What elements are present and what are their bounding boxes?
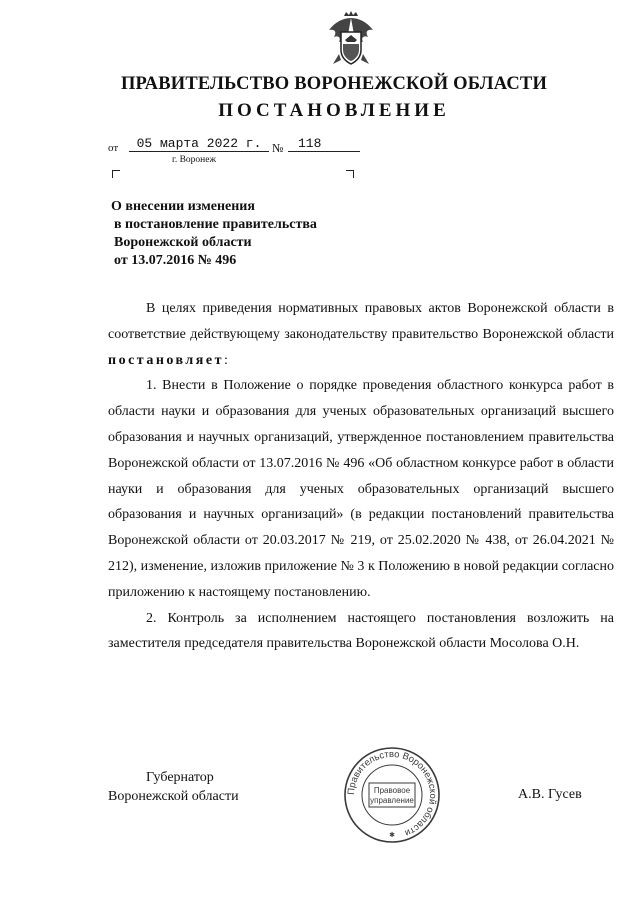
document-number: 118 bbox=[288, 136, 360, 152]
stamp-center-line2: управление bbox=[370, 796, 414, 805]
document-subject bbox=[111, 198, 317, 270]
preamble-end: : bbox=[223, 352, 228, 368]
signatory-position bbox=[108, 768, 239, 806]
paragraph-preamble bbox=[108, 296, 614, 373]
subject-line: от 13.07.2016 № 496 bbox=[114, 253, 237, 268]
date-number-line bbox=[108, 136, 368, 156]
subject-line: в постановление правительства bbox=[114, 217, 317, 232]
document-body bbox=[108, 296, 614, 657]
coat-of-arms-icon bbox=[325, 10, 377, 68]
position-line: Губернатор bbox=[146, 770, 214, 785]
subject-line: Воронежской области bbox=[114, 235, 252, 250]
organization-name: ПРАВИТЕЛЬСТВО ВОРОНЕЖСКОЙ ОБЛАСТИ bbox=[120, 74, 548, 94]
stamp-ring-path: Правительство Воронежской области bbox=[345, 748, 439, 839]
subject-line: О внесении изменения bbox=[111, 199, 255, 214]
position-line: Воронежской области bbox=[108, 789, 239, 804]
city: г. Воронеж bbox=[172, 155, 217, 165]
corner-bracket-right bbox=[346, 170, 354, 178]
document-type: ПОСТАНОВЛЕНИЕ bbox=[218, 100, 450, 121]
preamble-text: В целях приведения нормативных правовых актов Воронежской области в соответствие действующему законодательству правительство Воронежской области bbox=[108, 301, 614, 342]
number-label: № bbox=[272, 141, 284, 155]
stamp-star-icon: ✱ bbox=[389, 832, 395, 839]
resolves-word: постановляет bbox=[108, 352, 224, 368]
signatory-name: А.В. Гусев bbox=[518, 787, 582, 802]
official-stamp bbox=[342, 745, 442, 845]
stamp-center-line1: Правовое bbox=[373, 786, 411, 795]
paragraph-item-2: 2. Контроль за исполнением настоящего постановления возложить на заместителя председателя правительства Воронежской области Мосолова О.Н. bbox=[108, 610, 614, 652]
paragraph-item-1: 1. Внести в Положение о порядке проведения областного конкурса работ в области науки и образования для ученых образовательных организаций высшего образования и научных организаций, утвержденное постановлением правительства Воронежской области от 13.07.2016 № 496 «Об областном конкурсе работ в области науки и образования для ученых образовательных организаций высшего образования и научных организаций» (в редакции постановлений правительства Воронежской области от 20.03.2017 № 219, от 25.02.2020 № 438, от 26.04.2021 № 212), изменение, изложив приложение № 3 к Положению в новой редакции согласно приложению к настоящему постановлению. bbox=[108, 378, 614, 600]
date-from-label: от bbox=[108, 142, 119, 154]
corner-bracket-left bbox=[112, 170, 120, 178]
document-date: 05 марта 2022 г. bbox=[129, 136, 269, 152]
